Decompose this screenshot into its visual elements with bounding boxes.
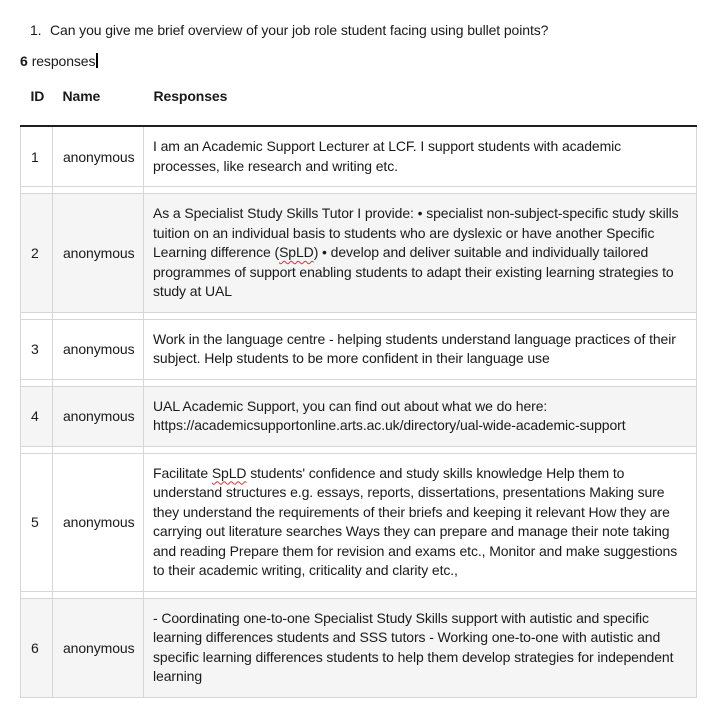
row-response-cell: [144, 453, 697, 591]
responses-count: 6: [20, 53, 28, 69]
row-id-cell: 1: [21, 126, 53, 187]
row-id-cell: 5: [21, 453, 53, 591]
table-header-row: [21, 89, 697, 126]
table-row: [21, 598, 697, 697]
row-spacer: [21, 591, 697, 598]
row-spacer: [21, 187, 697, 194]
response-text: I am an Academic Support Lecturer at LCF. I support students with academic processes, like research and writing etc.: [153, 138, 622, 174]
table-row: [21, 126, 697, 187]
row-name-cell: anonymous: [53, 126, 144, 187]
response-text: UAL Academic Support, you can find out about what we do here: https://academicsupportonline.arts.ac.uk/directory/ual-wide-academic-support: [153, 397, 626, 433]
question-number: 1.: [30, 22, 42, 38]
table-row: [21, 453, 697, 591]
response-text: students' confidence and study skills knowledge Help them to understand structures e.g. essays, reports, dissertations, presentations Making sure they understand the requirements of their briefs and keeping it relevant How they are carrying out literature searches Ways they can prepare and manage their note taking and reading Prepare them for revision and exams etc., Monitor and make suggestions to their academic writing, criticality and clarity etc.,: [153, 464, 678, 578]
response-text: ) • develop and deliver suitable and individually tailored programmes of support enabling students to adapt their existing learning strategies to study at UAL: [153, 244, 674, 299]
misspelled-word: SpLD: [211, 464, 247, 481]
row-response-cell: [144, 126, 697, 187]
row-spacer: [21, 379, 697, 386]
response-text: Facilitate: [153, 464, 212, 481]
misspelled-word: SpLD: [279, 244, 314, 260]
row-name-cell: anonymous: [53, 386, 144, 446]
row-name-cell: anonymous: [53, 194, 144, 313]
responses-summary: [20, 52, 705, 70]
row-name-cell: anonymous: [53, 453, 144, 591]
response-text: As a Specialist Study Skills Tutor I provide: • specialist non-subject-specific study skills tuition on an individual basis to students who are dyslexic or have another Specific Learning difference (: [153, 205, 679, 260]
row-response-cell: [144, 194, 697, 313]
row-response-cell: [144, 386, 697, 446]
responses-count-label: responses: [31, 53, 96, 69]
row-name-cell: anonymous: [53, 319, 144, 379]
column-header-responses: Responses: [153, 88, 228, 104]
row-response-cell: [144, 598, 697, 697]
response-text: - Coordinating one-to-one Specialist Study Skills support with autistic and specific learning differences students and SSS tutors - Working one-to-one with autistic and specific learning differences students to help them develop strategies for independent learning: [153, 609, 674, 684]
responses-table-body: [21, 126, 697, 697]
row-spacer: [21, 446, 697, 453]
row-spacer: [21, 312, 697, 319]
response-text: Work in the language centre - helping students understand language practices of their subject. Help students to be more confident in their language use: [153, 330, 676, 366]
row-id-cell: 3: [21, 319, 53, 379]
table-row: [21, 386, 697, 446]
question-line: [30, 21, 705, 39]
responses-table: [20, 89, 697, 698]
row-id-cell: 2: [21, 194, 53, 313]
row-id-cell: 6: [21, 598, 53, 697]
row-id-cell: 4: [21, 386, 53, 446]
question-text: Can you give me brief overview of your job role student facing using bullet points?: [50, 22, 549, 38]
table-row: [21, 194, 697, 313]
row-name-cell: anonymous: [53, 598, 144, 697]
text-caret: [96, 53, 98, 68]
column-header-id: ID: [30, 88, 45, 104]
table-row: [21, 319, 697, 379]
row-response-cell: [144, 319, 697, 379]
column-header-name: Name: [62, 88, 101, 104]
